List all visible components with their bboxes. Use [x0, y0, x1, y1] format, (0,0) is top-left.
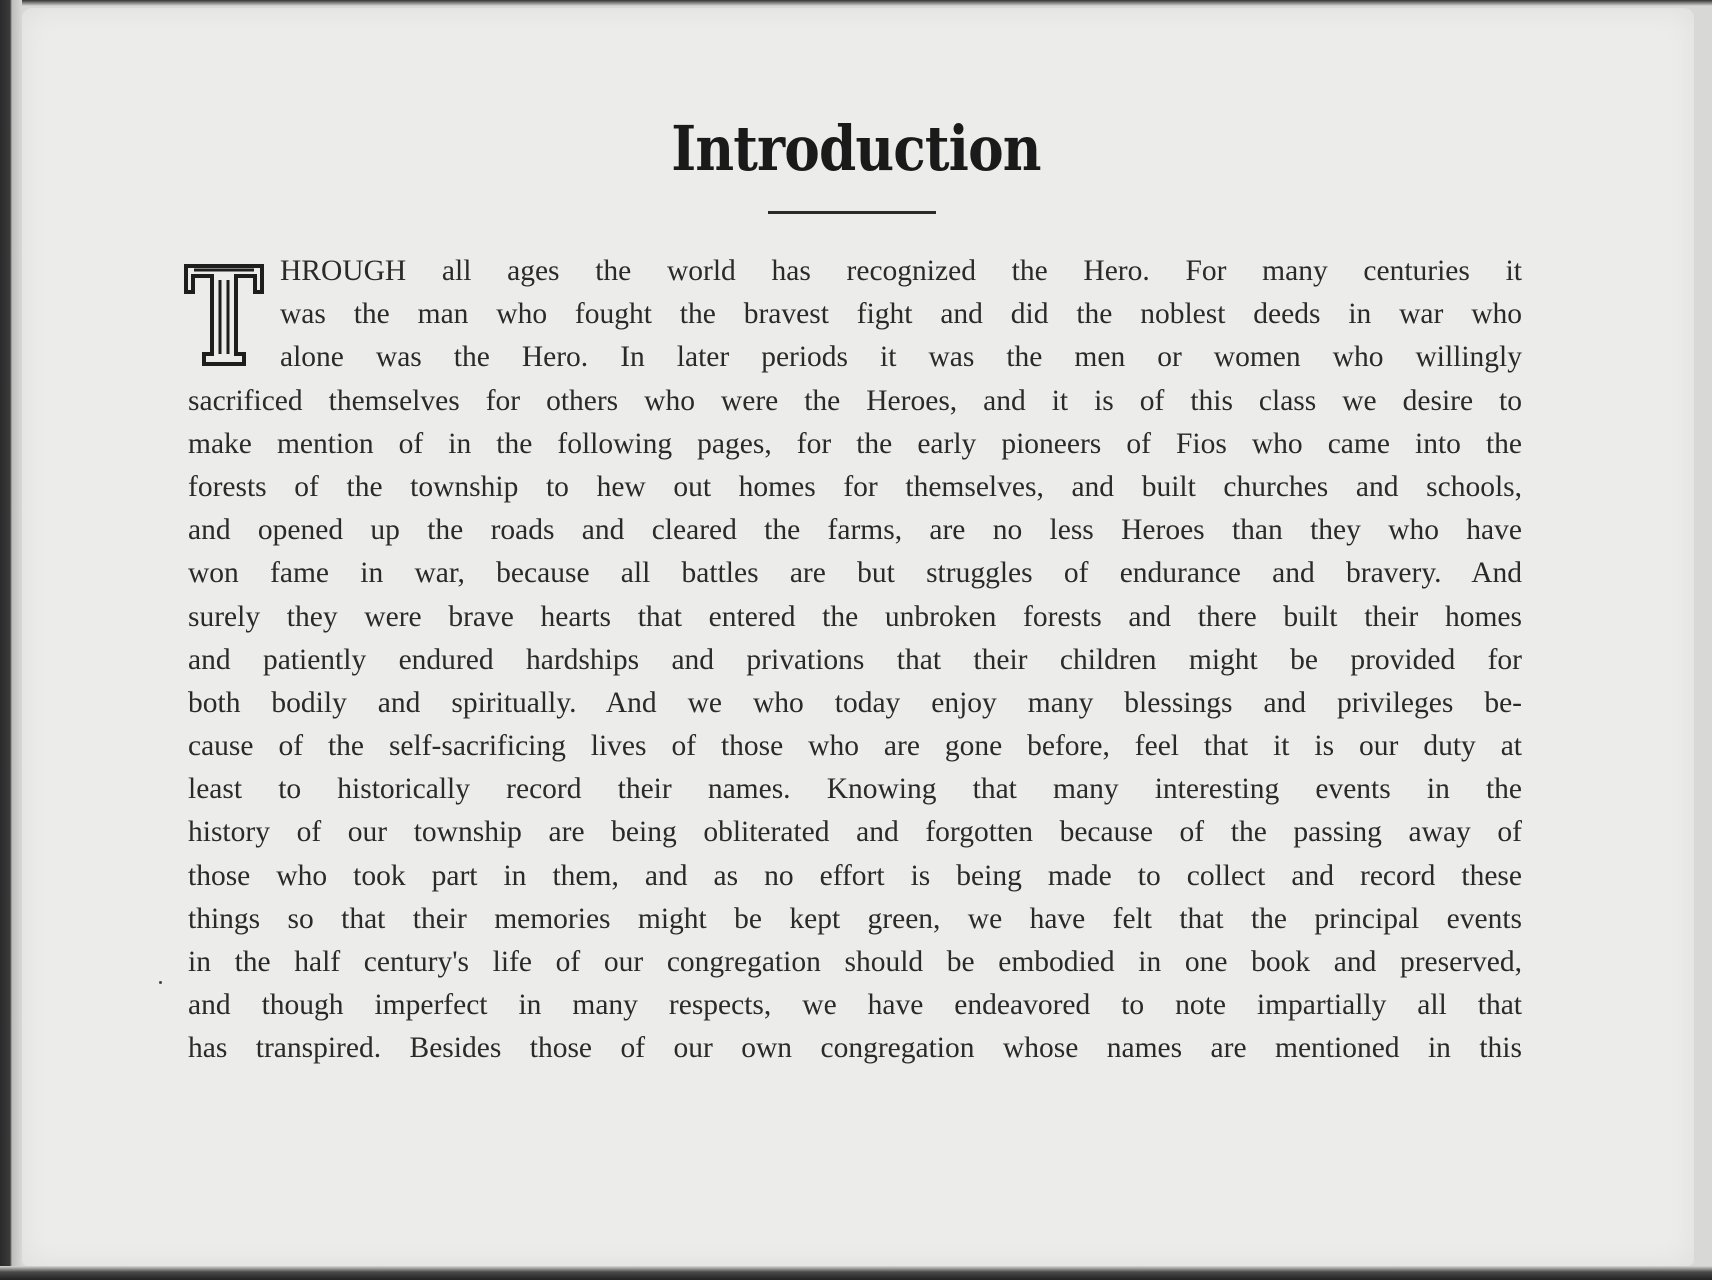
text-line: has transpired. Besides those of our own congregation whose names are mentioned in this — [188, 1032, 1522, 1065]
scan-top-edge — [0, 0, 1712, 6]
text-line: both bodily and spiritually. And we who today enjoy many blessings and privileges be- — [188, 686, 1522, 719]
text-line: in the half century's life of our congregation should be embodied in one book and preserved, — [188, 946, 1522, 978]
text-line: alone was the Hero. In later periods it was the men or women who willingly — [280, 341, 1522, 374]
scan-bottom-edge — [0, 1266, 1712, 1280]
text-line: HROUGH all ages the world has recognized the Hero. For many centuries it — [280, 255, 1522, 287]
text-line: and opened up the roads and cleared the farms, are no less Heroes than they who have — [188, 514, 1522, 547]
page-title: Introduction — [671, 112, 1041, 185]
text-line: surely they were brave hearts that entered the unbroken forests and there built their homes — [188, 600, 1522, 633]
text-line: make mention of in the following pages, for the early pioneers of Fios who came into the — [188, 427, 1522, 460]
scan-speck — [159, 981, 162, 984]
text-line: things so that their memories might be kept green, we have felt that the principal events — [188, 902, 1522, 935]
text-line: sacrificed themselves for others who were the Heroes, and it is of this class we desire to — [188, 384, 1522, 417]
title-underline — [768, 211, 936, 214]
book-spine-edge — [0, 0, 22, 1280]
text-line: least to historically record their names. Knowing that many interesting events in the — [188, 773, 1522, 806]
text-line: history of our township are being obliterated and forgotten because of the passing away of — [188, 816, 1522, 849]
text-line: forests of the township to hew out homes for themselves, and built churches and schools, — [188, 470, 1522, 503]
text-line: won fame in war, because all battles are but struggles of endurance and bravery. And — [188, 557, 1522, 590]
body-text — [188, 250, 1522, 1071]
text-line: those who took part in them, and as no effort is being made to collect and record these — [188, 859, 1522, 892]
text-line: and though imperfect in many respects, we have endeavored to note impartially all that — [188, 989, 1522, 1022]
text-line: cause of the self-sacrificing lives of those who are gone before, feel that it is our duty at — [188, 730, 1522, 763]
text-line: was the man who fought the bravest fight and did the noblest deeds in war who — [280, 298, 1522, 331]
text-line: and patiently endured hardships and privations that their children might be provided for — [188, 643, 1522, 676]
